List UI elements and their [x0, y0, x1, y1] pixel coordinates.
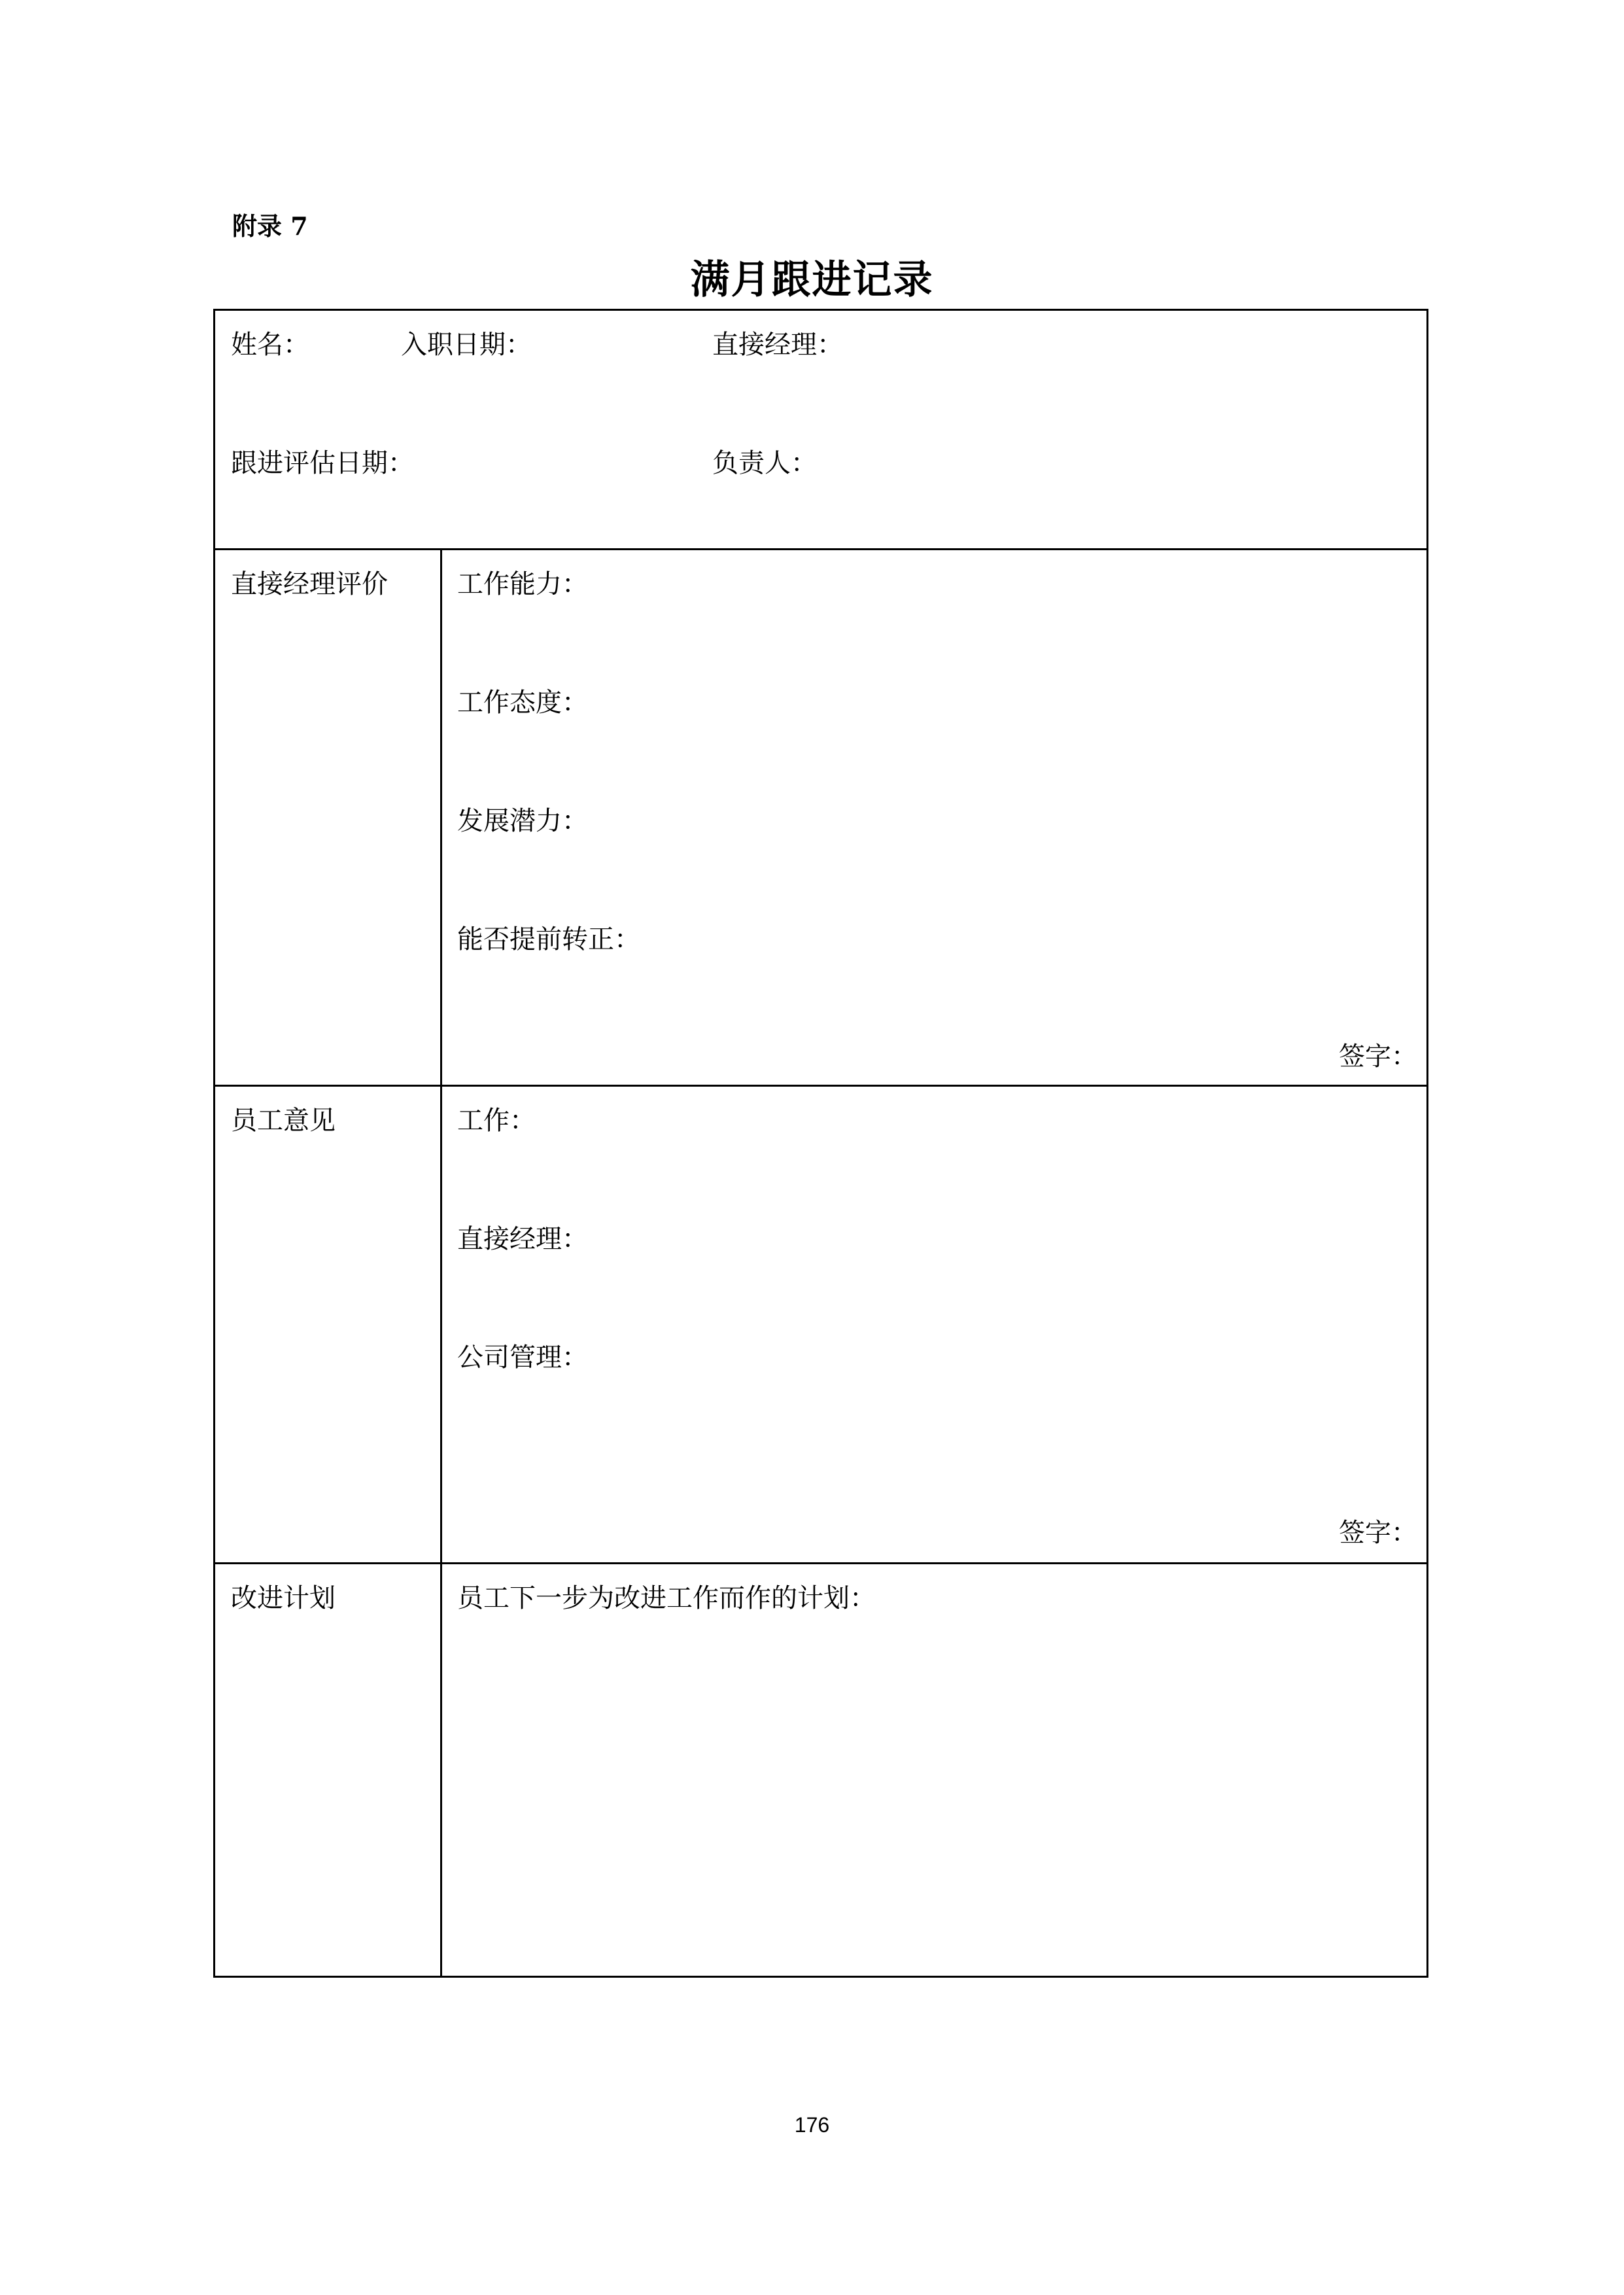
- manager-signature-label: 签字：: [1339, 1042, 1417, 1072]
- divider-column-plan: [440, 1562, 442, 1976]
- divider-column-employee: [440, 1085, 442, 1562]
- manager-evaluation-section-label: 直接经理评价: [231, 569, 388, 599]
- divider-employee: [215, 1562, 1426, 1564]
- divider-column-manager: [440, 548, 442, 1085]
- page-number: 176: [794, 2113, 830, 2137]
- name-label: 姓名：: [231, 330, 309, 360]
- follow-up-form-table: [213, 309, 1428, 1978]
- evaluation-date-label: 跟进评估日期：: [231, 448, 414, 478]
- divider-manager: [215, 1085, 1426, 1087]
- improvement-plan-section-label: 改进计划: [231, 1583, 336, 1613]
- work-label: 工作：: [457, 1106, 536, 1136]
- responsible-person-label: 负责人：: [712, 448, 817, 478]
- work-attitude-label: 工作态度：: [457, 688, 588, 718]
- hire-date-label: 入职日期：: [401, 330, 532, 360]
- early-confirmation-label: 能否提前转正：: [457, 924, 640, 955]
- improvement-plan-label: 员工下一步为改进工作而作的计划：: [457, 1583, 876, 1613]
- work-ability-label: 工作能力：: [457, 569, 588, 599]
- company-management-label: 公司管理：: [457, 1342, 588, 1373]
- development-potential-label: 发展潜力：: [457, 806, 588, 836]
- header-direct-manager-label: 直接经理：: [712, 330, 843, 360]
- form-title: 满月跟进记录: [690, 257, 934, 303]
- appendix-label: 附录 7: [232, 211, 308, 241]
- employee-signature-label: 签字：: [1339, 1518, 1417, 1548]
- divider-header: [215, 548, 1426, 550]
- employee-opinion-section-label: 员工意见: [231, 1106, 336, 1136]
- employee-direct-manager-label: 直接经理：: [457, 1224, 588, 1254]
